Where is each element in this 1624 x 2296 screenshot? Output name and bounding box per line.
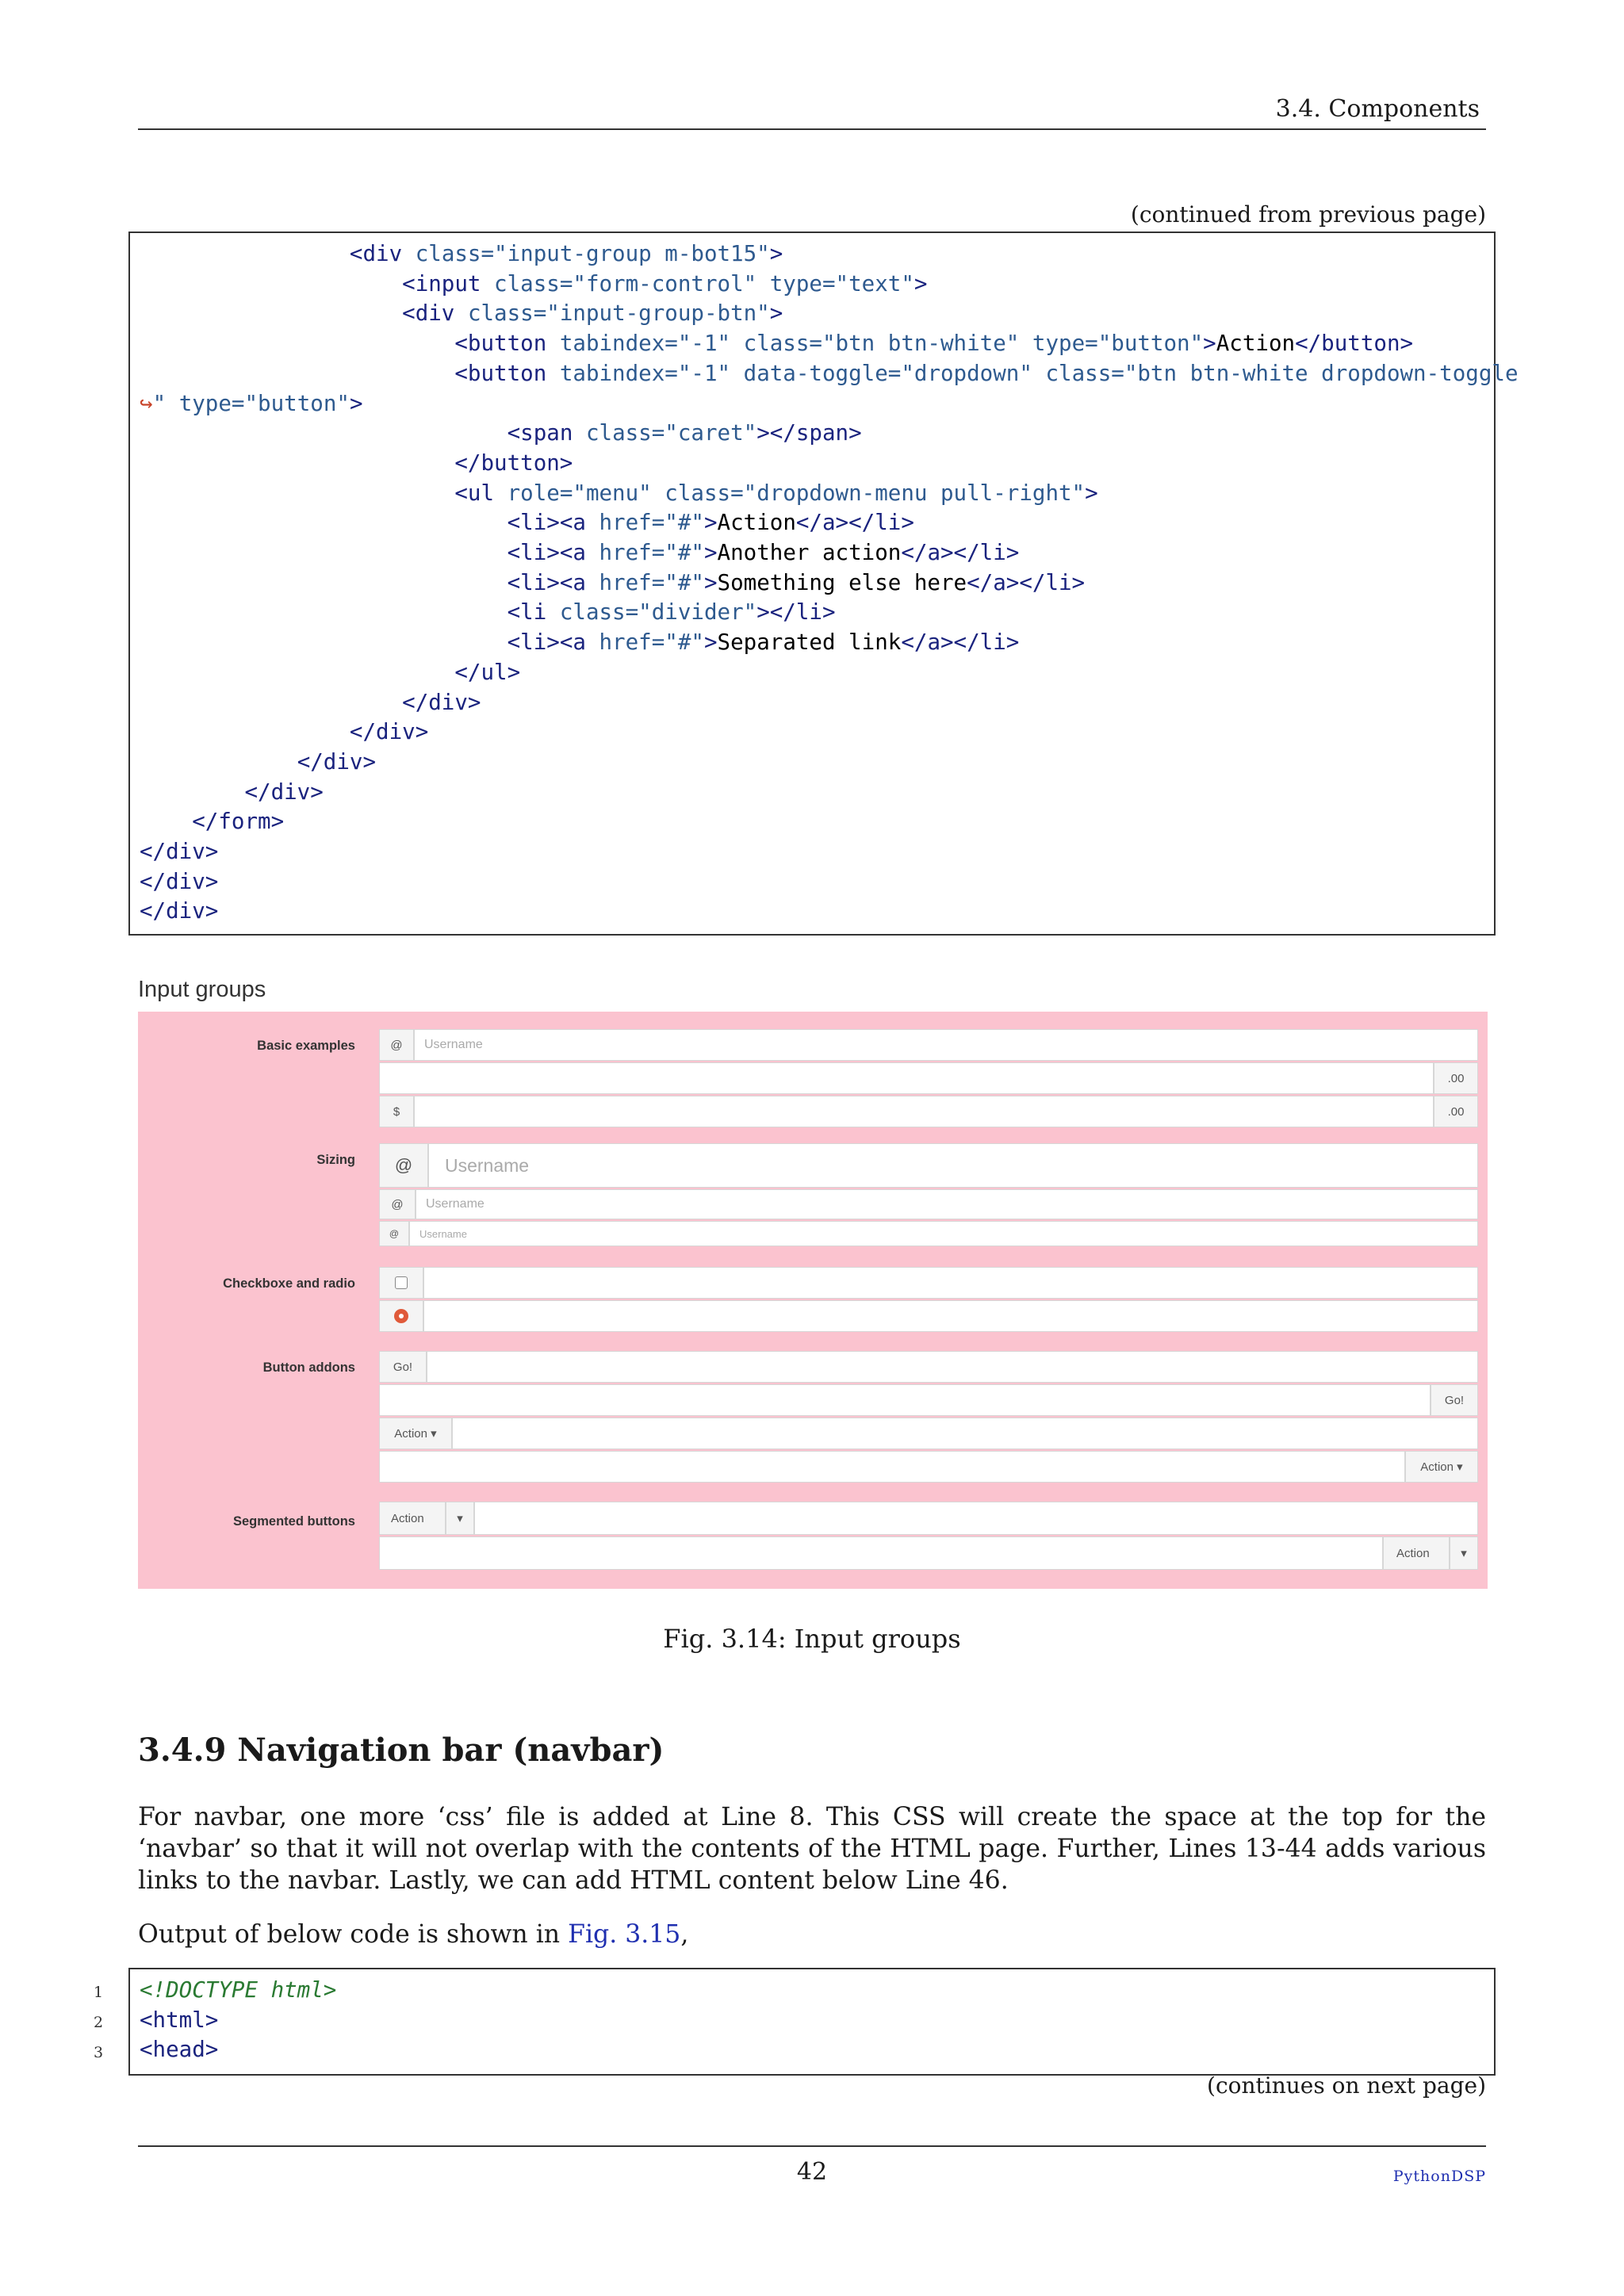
code-token: <button (454, 360, 547, 386)
code-token (140, 300, 402, 326)
amount-input[interactable] (379, 1062, 1434, 1094)
at-addon-small: @ (379, 1221, 409, 1246)
username-input-small[interactable]: Username (409, 1221, 1478, 1246)
code-token: > (703, 510, 718, 536)
code-line (140, 391, 363, 416)
username-input-large[interactable]: Username (428, 1143, 1478, 1188)
footer-rule (138, 2145, 1486, 2147)
code-token (730, 331, 744, 356)
code-token: class= (415, 241, 495, 266)
code-token (140, 749, 297, 775)
code-token (140, 540, 508, 565)
checkbox-group (379, 1267, 1478, 1299)
body-paragraph: For navbar, one more ‘css’ file is added at Line 8. This CSS will create the space at the top for the ‘navbar’ so that it will not overlap with the contents of the HTML page. Further, Lines 13-44 adds various links to the navbar. Lastly, we can add HTML content below Line 46. (138, 1803, 1486, 1895)
line-number: 1 (94, 1984, 104, 2001)
code-token: <li><a (507, 629, 586, 656)
at-addon-medium: @ (379, 1189, 416, 1219)
go-right-input[interactable] (379, 1384, 1431, 1416)
code-token: "#" (665, 540, 704, 566)
dollar-addon: $ (379, 1096, 414, 1127)
code-token: </div> (402, 689, 481, 715)
code-token (140, 570, 508, 595)
code-token: </form> (192, 809, 285, 835)
code-line (140, 241, 783, 266)
code-line (140, 898, 218, 924)
code-token (166, 391, 179, 416)
code-token: </button> (1295, 331, 1414, 357)
code-token: <button (454, 331, 547, 357)
output-text: Output of below code is shown in (138, 1920, 569, 1949)
code-token (546, 599, 560, 625)
code-line (140, 749, 376, 775)
line-number: 2 (94, 2014, 104, 2031)
code-line (140, 420, 862, 446)
code-token: <li><a (507, 510, 586, 536)
code-token: href= (599, 629, 665, 656)
sizing-large-group (379, 1143, 1478, 1188)
checkbox-text-input[interactable] (423, 1267, 1478, 1299)
action-dropdown-button[interactable]: Action ▾ (379, 1418, 452, 1449)
code-token: > (769, 300, 783, 327)
code-token: </a></li> (901, 629, 1020, 656)
code-token (546, 331, 560, 356)
code-token: > (1203, 331, 1216, 357)
code-token: "caret" (665, 420, 757, 446)
code-token (140, 241, 350, 266)
label-checkbox-radio: Checkboxe and radio (223, 1276, 355, 1291)
code-block-2 (128, 1968, 1496, 2076)
code-token (494, 480, 508, 506)
code-token: class= (743, 331, 822, 357)
code-token: </div> (140, 839, 219, 865)
action-left-input[interactable] (452, 1418, 1478, 1449)
input-groups-figure (138, 1012, 1488, 1589)
caret-down-icon: ▾ (457, 1512, 463, 1525)
sizing-medium-group (379, 1189, 1478, 1219)
code-token: role= (507, 480, 573, 506)
code-token: ></li> (756, 599, 836, 626)
code-token (140, 450, 454, 476)
header-section-title: 3.4. Components (1275, 95, 1480, 123)
code-token: <input (402, 270, 481, 297)
code-token (586, 570, 599, 595)
code-line (140, 1977, 336, 2003)
segmented-action-button-right[interactable]: Action (1383, 1536, 1450, 1570)
code-token: type= (178, 390, 245, 416)
code-token (756, 271, 770, 297)
button-addon-action-right (379, 1451, 1478, 1483)
code-token (546, 361, 560, 386)
code-block-1 (128, 232, 1519, 936)
code-block-2-text (140, 1976, 336, 2065)
continued-note: (continued from previous page) (1130, 201, 1486, 228)
code-token: </div> (140, 868, 219, 894)
code-line (140, 271, 927, 297)
code-token: " (152, 390, 167, 416)
at-addon-large: @ (379, 1143, 428, 1188)
basic-dollar-group (379, 1096, 1478, 1127)
code-token: tabindex= (559, 360, 678, 386)
at-addon: @ (379, 1029, 414, 1061)
code-token: class= (585, 420, 665, 446)
code-token: "#" (665, 629, 704, 656)
code-token: "#" (665, 510, 704, 536)
code-token: ↪ (140, 390, 153, 416)
code-token: "dropdown-menu pull-right" (743, 480, 1086, 506)
code-token: type= (1032, 331, 1098, 357)
code-line (140, 480, 1098, 506)
code-token (573, 420, 586, 446)
code-token: </div> (244, 779, 324, 805)
code-token: <ul (454, 480, 495, 506)
code-line (140, 779, 324, 805)
go-button-right[interactable]: Go! (1431, 1384, 1478, 1416)
go-button[interactable]: Go! (379, 1351, 427, 1383)
code-token: <!DOCTYPE html> (140, 1977, 337, 2003)
code-token (140, 690, 402, 715)
code-token: class= (1045, 360, 1124, 386)
code-token: class= (665, 480, 744, 506)
code-token (140, 779, 244, 805)
radio-button[interactable] (394, 1309, 408, 1323)
code-block-1-text (140, 239, 1519, 927)
code-token: > (769, 241, 783, 266)
figure-caption: Fig. 3.14: Input groups (663, 1624, 961, 1654)
line-number: 3 (94, 2044, 104, 2061)
code-token: class= (494, 270, 573, 297)
code-line (140, 809, 284, 834)
output-paragraph (138, 1919, 1486, 1950)
button-addon-go-right (379, 1384, 1478, 1416)
code-line (140, 690, 481, 715)
code-token: <html> (140, 2007, 219, 2033)
code-token (140, 719, 350, 744)
code-token: "text" (835, 270, 914, 297)
segmented-right-input[interactable] (379, 1536, 1383, 1570)
code-token: </ul> (454, 659, 521, 685)
output-text-suffix: , (680, 1920, 689, 1949)
basic-username-group (379, 1029, 1478, 1061)
code-token: "menu" (573, 480, 652, 506)
code-token: <head> (140, 2037, 219, 2063)
code-token: href= (599, 510, 665, 536)
code-token: > (914, 270, 928, 297)
segmented-caret-button-right[interactable] (1450, 1536, 1478, 1570)
code-token: href= (599, 569, 665, 595)
code-line (140, 2007, 218, 2033)
code-token (140, 331, 454, 356)
button-addon-go-left (379, 1351, 1478, 1383)
code-token (402, 241, 416, 266)
code-token: </div> (140, 898, 219, 924)
segmented-left-input[interactable] (474, 1502, 1478, 1535)
checkbox-addon (379, 1267, 423, 1299)
code-token (140, 599, 508, 625)
action-right-input[interactable] (379, 1451, 1405, 1483)
page-number: 42 (796, 2158, 828, 2186)
code-token (140, 809, 192, 834)
code-token: </div> (349, 719, 429, 745)
code-token (1019, 331, 1032, 356)
dollar-amount-input[interactable] (414, 1096, 1434, 1127)
label-sizing: Sizing (316, 1153, 355, 1167)
continues-note: (continues on next page) (1207, 2072, 1486, 2099)
brand-label: PythonDSP (1392, 2168, 1486, 2185)
code-line (140, 719, 428, 744)
code-token: > (349, 390, 363, 416)
code-token: <span (507, 420, 573, 446)
cents-addon-2: .00 (1434, 1096, 1478, 1127)
code-token: "button" (1097, 331, 1204, 357)
code-token (140, 271, 402, 297)
code-token (586, 510, 599, 535)
sizing-small-group (379, 1221, 1478, 1246)
radio-group (379, 1300, 1478, 1332)
code-token (140, 660, 454, 685)
code-token: Another action (717, 540, 902, 566)
code-line (140, 300, 783, 326)
code-token: <li><a (507, 540, 586, 566)
radio-addon (379, 1300, 423, 1332)
code-token: Separated link (717, 629, 902, 656)
segmented-right-group (379, 1536, 1478, 1570)
section-heading: 3.4.9 Navigation bar (navbar) (138, 1732, 665, 1769)
code-token (140, 629, 508, 655)
code-token: Action (1216, 331, 1296, 357)
code-line (140, 540, 1019, 565)
code-token: "-1" (677, 360, 731, 386)
code-token: "input-group m-bot15" (494, 241, 770, 266)
code-token: <div (402, 300, 455, 327)
code-token: "input-group-btn" (546, 300, 770, 327)
code-token (140, 420, 508, 446)
code-token (586, 629, 599, 655)
label-button-addons: Button addons (262, 1360, 355, 1375)
code-token: "btn btn-white dropdown-toggle (1124, 360, 1519, 386)
cents-addon: .00 (1434, 1062, 1478, 1094)
code-line (140, 331, 1413, 356)
basic-cents-group (379, 1062, 1478, 1094)
code-line (140, 361, 1519, 386)
button-addon-action-left (379, 1418, 1478, 1449)
running-header (138, 94, 1486, 130)
action-dropdown-button-right[interactable]: Action ▾ (1405, 1451, 1478, 1483)
code-token: "button" (244, 390, 350, 416)
code-token: <li><a (507, 569, 586, 595)
code-token: ></span> (756, 420, 862, 446)
label-basic-examples: Basic examples (257, 1039, 355, 1053)
code-token: type= (769, 270, 836, 297)
code-token: </a></li> (901, 540, 1020, 566)
code-token (140, 361, 454, 386)
code-token: > (703, 540, 718, 566)
code-token (481, 271, 494, 297)
code-token: <div (349, 241, 403, 266)
figure-heading: Input groups (138, 977, 266, 1002)
checkbox[interactable] (395, 1276, 408, 1289)
code-token (652, 480, 665, 506)
label-segmented-buttons: Segmented buttons (232, 1514, 355, 1529)
code-token: "-1" (677, 331, 731, 357)
code-line (140, 510, 914, 535)
code-token (140, 510, 508, 535)
code-line (140, 629, 1019, 655)
code-token: class= (467, 300, 547, 327)
code-token (454, 300, 468, 326)
code-line (140, 570, 1085, 595)
code-line (140, 839, 218, 864)
code-token: </button> (454, 450, 573, 476)
code-line (140, 450, 573, 476)
code-token (1032, 361, 1046, 386)
radio-text-input[interactable] (423, 1300, 1478, 1332)
username-input[interactable]: Username (414, 1029, 1478, 1061)
code-token: "#" (665, 569, 704, 595)
code-token: data-toggle= (743, 360, 902, 386)
code-token (730, 361, 744, 386)
code-token: tabindex= (559, 331, 678, 357)
code-token (140, 480, 454, 506)
code-token: </a></li> (795, 510, 914, 536)
code-line (140, 2037, 218, 2062)
code-token: </a></li> (967, 569, 1086, 595)
code-token: "divider" (638, 599, 757, 626)
code-token (586, 540, 599, 565)
caret-down-icon: ▾ (1461, 1547, 1467, 1560)
code-line (140, 869, 218, 894)
segmented-left-group (379, 1502, 1478, 1535)
code-token: </div> (297, 748, 377, 775)
segmented-action-button[interactable]: Action (379, 1502, 446, 1535)
code-token: > (703, 569, 718, 595)
go-left-input[interactable] (427, 1351, 1478, 1383)
code-token: > (1085, 480, 1098, 506)
code-line (140, 660, 520, 685)
code-token: Action (717, 510, 796, 536)
figure-link[interactable]: Fig. 3.15 (568, 1920, 681, 1949)
code-token: <li (507, 599, 547, 626)
username-input-medium[interactable]: Username (416, 1189, 1478, 1219)
code-token: > (703, 629, 718, 656)
code-token: "btn btn-white" (822, 331, 1020, 357)
segmented-caret-button[interactable] (446, 1502, 474, 1535)
code-token: class= (559, 599, 639, 626)
code-token: Something else here (717, 569, 967, 595)
code-line (140, 599, 836, 625)
code-token: "dropdown" (901, 360, 1032, 386)
code-token: href= (599, 540, 665, 566)
code-token: "form-control" (573, 270, 757, 297)
